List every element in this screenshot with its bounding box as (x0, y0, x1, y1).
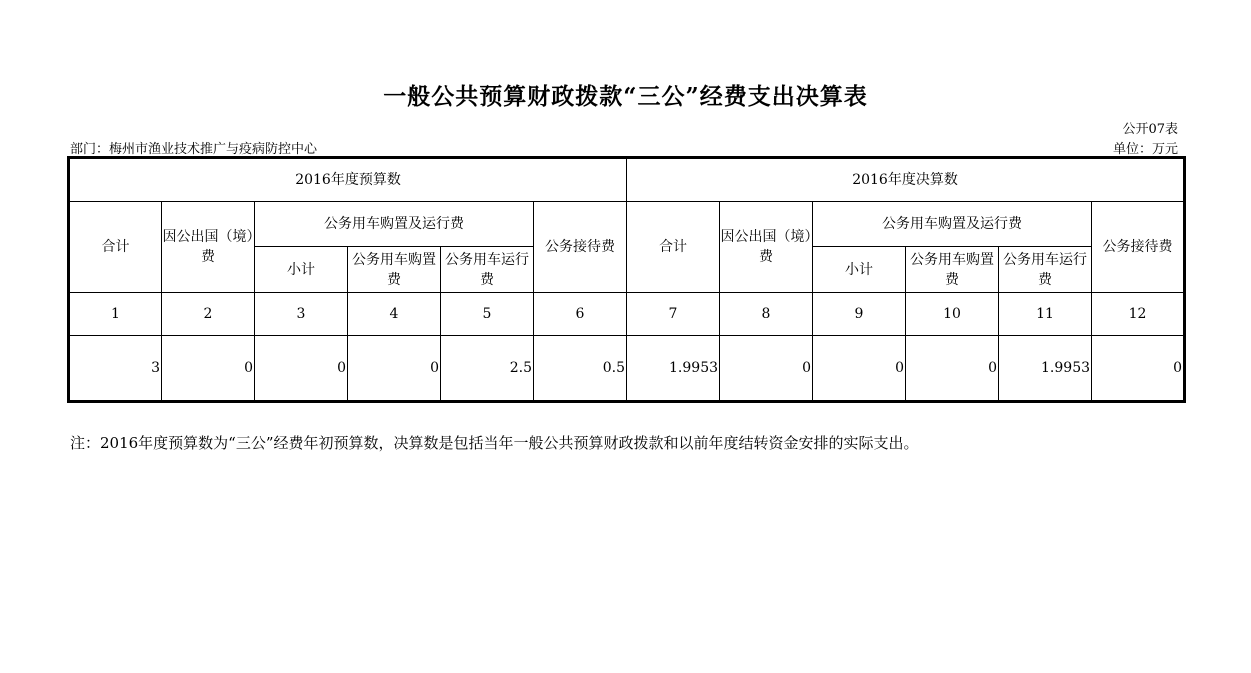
value-cell: 0.5 (534, 336, 627, 402)
value-cell: 0 (1092, 336, 1185, 402)
data-row (69, 336, 1185, 402)
col-number: 1 (69, 293, 162, 336)
footnote: 注：2016年度预算数为“三公”经费年初预算数，决算数是包括当年一般公共预算财政拨款和以前年度结转资金安排的实际支出。 (70, 434, 919, 452)
header-row-1 (69, 158, 1185, 202)
budget-abroad-header: 因公出国（境）费 (162, 202, 255, 293)
value-cell: 1.9953 (627, 336, 720, 402)
value-cell: 0 (162, 336, 255, 402)
column-number-row (69, 293, 1185, 336)
col-number: 9 (813, 293, 906, 336)
col-number: 12 (1092, 293, 1185, 336)
value-cell: 0 (255, 336, 348, 402)
budget-vehicle-header: 公务用车购置及运行费 (255, 202, 534, 247)
header-row-2 (69, 202, 1185, 247)
col-number: 6 (534, 293, 627, 336)
col-number: 2 (162, 293, 255, 336)
form-number: 公开07表 (1122, 122, 1178, 137)
value-cell: 1.9953 (999, 336, 1092, 402)
col-number: 11 (999, 293, 1092, 336)
budget-vehicle-purchase-header: 公务用车购置费 (348, 247, 441, 293)
final-vehicle-purchase-header: 公务用车购置费 (906, 247, 999, 293)
col-number: 3 (255, 293, 348, 336)
page-title: 一般公共预算财政拨款“三公”经费支出决算表 (383, 83, 868, 110)
final-total-header: 合计 (627, 202, 720, 293)
col-number: 5 (441, 293, 534, 336)
budget-subtotal-header: 小计 (255, 247, 348, 293)
budget-reception-header: 公务接待费 (534, 202, 627, 293)
col-number: 10 (906, 293, 999, 336)
value-cell: 0 (813, 336, 906, 402)
department-label: 部门：梅州市渔业技术推广与疫病防控中心 (70, 142, 318, 157)
final-reception-header: 公务接待费 (1092, 202, 1185, 293)
final-vehicle-header: 公务用车购置及运行费 (813, 202, 1092, 247)
col-number: 7 (627, 293, 720, 336)
final-abroad-header: 因公出国（境）费 (720, 202, 813, 293)
expense-table (67, 156, 1186, 403)
col-number: 4 (348, 293, 441, 336)
value-cell: 0 (348, 336, 441, 402)
value-cell: 0 (720, 336, 813, 402)
value-cell: 2.5 (441, 336, 534, 402)
final-subtotal-header: 小计 (813, 247, 906, 293)
value-cell: 0 (906, 336, 999, 402)
budget-vehicle-operation-header: 公务用车运行费 (441, 247, 534, 293)
final-vehicle-operation-header: 公务用车运行费 (999, 247, 1092, 293)
final-header: 2016年度决算数 (627, 158, 1185, 202)
budget-total-header: 合计 (69, 202, 162, 293)
col-number: 8 (720, 293, 813, 336)
budget-header: 2016年度预算数 (69, 158, 627, 202)
unit-label: 单位：万元 (1112, 142, 1178, 157)
value-cell: 3 (69, 336, 162, 402)
